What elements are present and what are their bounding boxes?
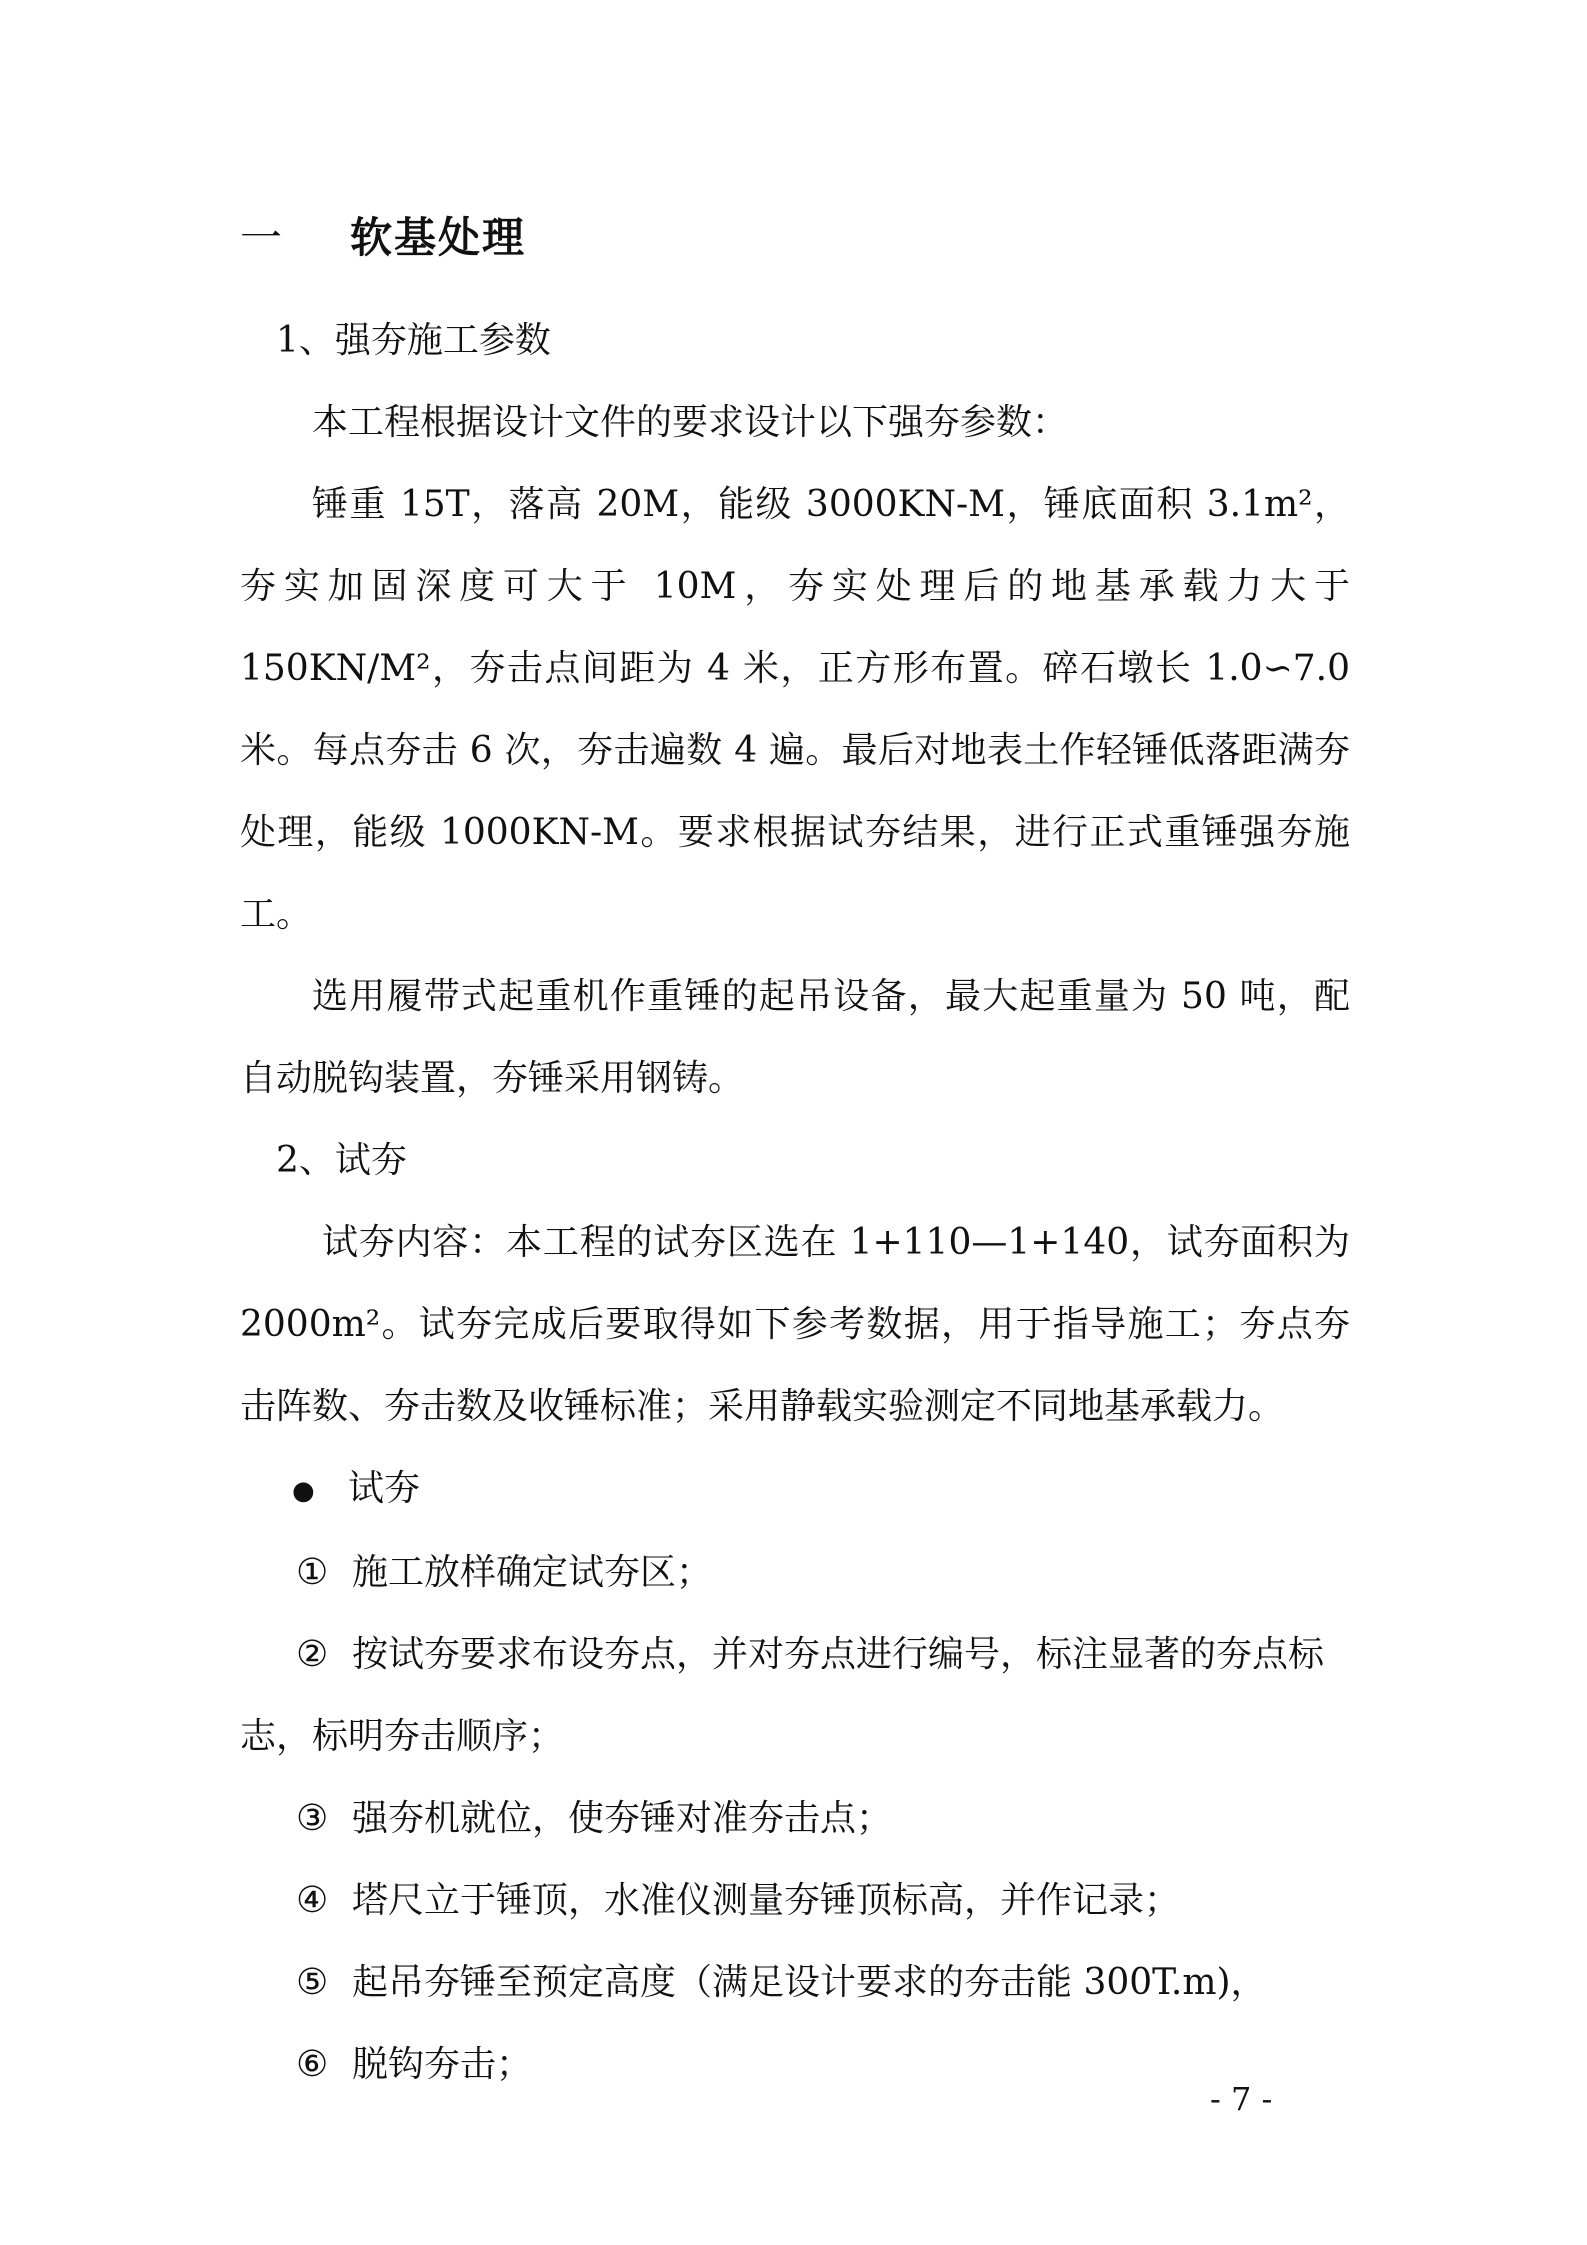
section-2-paragraph: 试夯内容：本工程的试夯区选在 1+110—1+140，试夯面积为 2000m²。试夯完成后要取得如下参考数据，用于指导施工；夯点夯击阵数、夯击数及收锤标准；采用静载实验测定不同地基承载力。 (240, 1222, 1350, 1427)
step-text: 强夯机就位，使夯锤对准夯击点； (352, 1798, 893, 1839)
bullet-text: 试夯 (348, 1468, 421, 1509)
step-text: 塔尺立于锤顶，水准仪测量夯锤顶标高，并作记录； (352, 1880, 1181, 1921)
step-text: 施工放样确定试夯区； (352, 1552, 713, 1593)
step-5 (240, 1942, 1350, 2024)
chapter-title: 软基处理 (350, 213, 527, 262)
step-text: 按试夯要求布设夯点，并对夯点进行编号，标注显著的夯点标志，标明夯击顺序； (240, 1634, 1325, 1757)
step-4 (240, 1860, 1350, 1942)
step-1 (240, 1532, 1350, 1614)
document-body (240, 300, 1350, 2106)
page-number: - 7 - (1210, 2080, 1273, 2118)
section-1-paragraph-2: 锤重 15T，落高 20M，能级 3000KN-M，锤底面积 3.1m²，夯实加固深度可大于 10M，夯实处理后的地基承载力大于 150KN/M²，夯击点间距为 4 米，正方形布置。碎石墩长 1.0∽7.0 米。每点夯击 6 次，夯击遍数 4 遍。最后对地表土作轻锤低落距满夯处理，能级 1000KN-M。要求根据试夯结果，进行正式重锤强夯施工。 (240, 484, 1350, 935)
step-marker: ② (296, 1634, 329, 1675)
step-marker: ④ (296, 1880, 329, 1921)
step-marker: ① (296, 1552, 329, 1593)
step-marker: ③ (296, 1798, 329, 1839)
chapter-number: 一 (240, 213, 285, 262)
section-1-paragraph-3: 选用履带式起重机作重锤的起吊设备，最大起重量为 50 吨，配自动脱钩装置，夯锤采用钢铸。 (240, 976, 1350, 1099)
section-1-paragraph-1: 本工程根据设计文件的要求设计以下强夯参数： (312, 402, 1069, 443)
step-marker: ⑤ (296, 1962, 329, 2003)
step-text: 起吊夯锤至预定高度（满足设计要求的夯击能 300T.m)， (352, 1962, 1267, 2003)
bullet-item (240, 1448, 1350, 1532)
step-text: 脱钩夯击； (352, 2044, 533, 2085)
step-marker: ⑥ (296, 2044, 329, 2085)
bullet-dot: ● (292, 1476, 315, 1506)
section-2-heading: 2、试夯 (276, 1140, 407, 1181)
step-2 (240, 1614, 1350, 1778)
step-6 (240, 2024, 1350, 2106)
chapter-heading (240, 205, 526, 265)
step-3 (240, 1778, 1350, 1860)
section-1-heading: 1、强夯施工参数 (276, 320, 551, 361)
